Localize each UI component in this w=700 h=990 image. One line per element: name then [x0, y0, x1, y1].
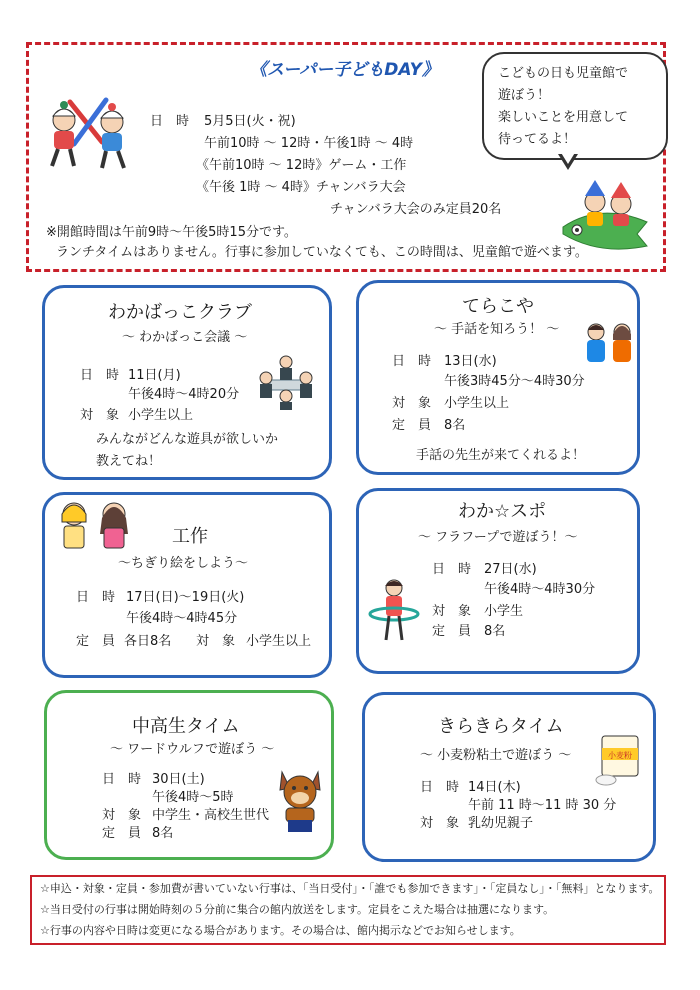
wakabakko-date: 11日(月): [128, 368, 181, 383]
chanbara-kids-illustration: [40, 92, 136, 174]
terakoya-cap: 8名: [444, 418, 466, 433]
kousaku-date-label: 日 時: [76, 590, 116, 605]
wakabakko-target-label: 対 象: [80, 408, 120, 423]
day-time: 午前10時 ～ 12時・午後1時 ～ 4時: [204, 136, 414, 151]
wakaspo-target-label: 対 象: [432, 604, 472, 619]
note-line-1: ☆申込・対象・定員・参加費が書いていない行事は、「当日受付」・「誰でも参加できます」・「定員なし」・「無料」となります。: [40, 882, 660, 895]
kousaku-target: 小学生以上: [246, 634, 312, 649]
kirakira-date: 14日(木): [468, 780, 521, 795]
wakabakko-target: 小学生以上: [128, 408, 194, 423]
kodomo-day-title: 《スーパー子どもDAY》: [250, 60, 439, 80]
terakoya-note: 手話の先生が来てくれるよ！: [416, 448, 586, 463]
meeting-people-illustration: [256, 350, 316, 410]
terakoya-date: 13日(水): [444, 354, 497, 369]
wakaspo-cap-label: 定 員: [432, 624, 472, 639]
wakabakko-note-2: 教えてね！: [96, 454, 162, 469]
kirakira-subtitle: ～ 小麦粉粘土で遊ぼう ～: [420, 748, 572, 763]
sign-language-people-illustration: [582, 320, 636, 368]
day-slot-1: 《午前10時 ～ 12時》ゲーム・工作: [196, 158, 407, 173]
note-line-3: ☆行事の内容や日時は変更になる場合があります。その場合は、館内掲示などでお知らせします。: [40, 924, 521, 937]
day-capacity-note: チャンバラ大会のみ定員20名: [330, 202, 502, 217]
werewolf-illustration: [272, 766, 328, 834]
chukousei-date: 30日(土): [152, 772, 205, 787]
day-date-label: 日 時: [150, 114, 190, 129]
chukousei-target: 中学生・高校生世代: [152, 808, 270, 823]
day-slot-2: 《午後 1時 ～ 4時》チャンバラ大会: [196, 180, 406, 195]
kirakira-target: 乳幼児親子: [468, 816, 534, 831]
kousaku-title: 工作: [172, 526, 208, 547]
chukousei-date-label: 日 時: [102, 772, 142, 787]
speech-line-4: 待ってるよ！: [498, 132, 577, 147]
terakoya-target-label: 対 象: [392, 396, 432, 411]
terakoya-target: 小学生以上: [444, 396, 510, 411]
kousaku-date: 17日(日)～19日(火): [126, 590, 245, 605]
kirakira-title: きらきらタイム: [438, 716, 564, 737]
speech-line-1: こどもの日も児童館で: [498, 66, 629, 81]
terakoya-date-label: 日 時: [392, 354, 432, 369]
wakaspo-cap: 8名: [484, 624, 506, 639]
wakabakko-date-label: 日 時: [80, 368, 120, 383]
note-line-2: ☆当日受付の行事は開始時刻の５分前に集合の館内放送をします。定員をこえた場合は抽選になります。: [40, 903, 555, 916]
wakabakko-note-1: みんながどんな遊具が欲しいか: [96, 432, 279, 447]
terakoya-subtitle: ～ 手話を知ろう！ ～: [434, 322, 560, 337]
terakoya-title: てらこや: [462, 296, 534, 317]
svg-text:小麦粉: 小麦粉: [608, 751, 632, 760]
wakabakko-subtitle: ～ わかばっこ会議 ～: [122, 330, 248, 345]
chukousei-subtitle: ～ ワードウルフで遊ぼう ～: [110, 742, 275, 757]
speech-line-3: 楽しいことを用意して: [498, 110, 629, 125]
terakoya-time: 午後3時45分～4時30分: [444, 374, 585, 389]
kousaku-target-label: 対 象: [196, 634, 236, 649]
kirakira-time: 午前 11 時～11 時 30 分: [468, 798, 617, 813]
terakoya-cap-label: 定 員: [392, 418, 432, 433]
kirakira-date-label: 日 時: [420, 780, 460, 795]
wakaspo-date-label: 日 時: [432, 562, 472, 577]
speech-line-2: 遊ぼう！: [498, 88, 551, 103]
kirakira-target-label: 対 象: [420, 816, 460, 831]
wakabakko-title: わかばっこクラブ: [108, 302, 252, 323]
chukousei-cap-label: 定 員: [102, 826, 142, 841]
day-lunch-note: ランチタイムはありません。行事に参加していなくても、この時間は、児童館で遊べます。: [56, 245, 588, 260]
kousaku-cap-label: 定 員: [76, 634, 116, 649]
wakaspo-target: 小学生: [484, 604, 524, 619]
crafting-kids-illustration: [56, 500, 136, 552]
chukousei-target-label: 対 象: [102, 808, 142, 823]
koinobori-kids-illustration: [555, 172, 655, 262]
flour-bag-illustration: [594, 730, 644, 786]
wakaspo-time: 午後4時～4時30分: [484, 582, 596, 597]
chukousei-time: 午後4時～5時: [152, 790, 234, 805]
kousaku-cap: 各日8名: [124, 634, 172, 649]
chukousei-cap: 8名: [152, 826, 174, 841]
wakaspo-subtitle: ～ フラフープで遊ぼう！～: [418, 530, 578, 545]
kousaku-subtitle: ～ちぎり絵をしよう～: [118, 556, 249, 571]
kousaku-time: 午後4時～4時45分: [126, 611, 238, 626]
chukousei-title: 中高生タイム: [132, 716, 240, 737]
wakabakko-time: 午後4時～4時20分: [128, 387, 240, 402]
wakaspo-date: 27日(水): [484, 562, 537, 577]
day-open-hours: ※開館時間は午前9時～午後5時15分です。: [46, 225, 297, 240]
wakaspo-title: わか☆スポ: [458, 501, 547, 522]
hula-hoop-girl-illustration: [368, 578, 420, 644]
day-date: 5月5日(火・祝): [204, 114, 296, 129]
